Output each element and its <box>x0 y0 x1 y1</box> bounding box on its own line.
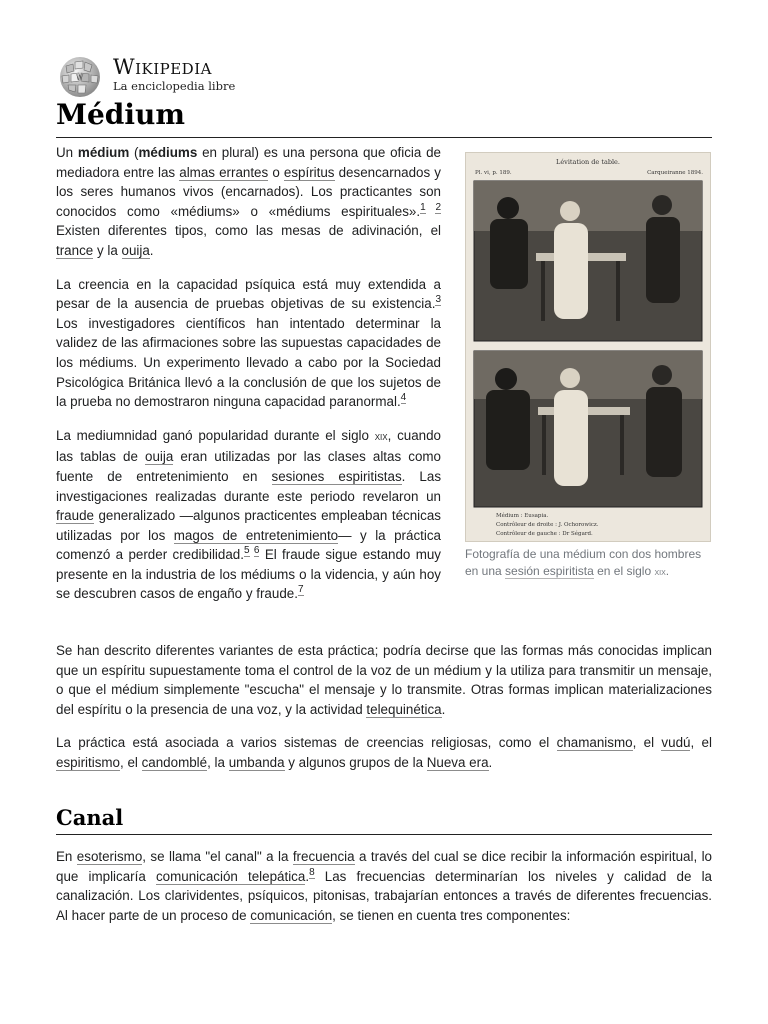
text: ( <box>129 145 139 160</box>
plate-header-left: Pl. vi, p. 189. <box>475 170 512 176</box>
text: , se llama "el canal" a la <box>142 849 293 864</box>
link-fraude[interactable]: fraude <box>56 508 94 524</box>
text: , el <box>632 735 662 751</box>
text: Se han descrito diferentes variantes de esta práctica; podría decirse que las formas más conocidas implican que un espíritu supuestamente toma el control de la voz de un médium y la utiliza para transmitir un mensaje, o que el médium simplemente "escucha" el mensaje y lo transmite. Otras formas implican materializaciones del espíritu o la presencia de una voz, y la actividad <box>56 643 712 717</box>
section-heading-canal: Canal <box>56 802 712 835</box>
bold-term: médiums <box>138 145 198 160</box>
seance-photo-plate <box>466 153 710 541</box>
text: desencarnados y los seres humanos vivos (encarnados). Los practicantes son conocidos como «médiums» o «médiums espirituales». <box>56 164 441 219</box>
link-telequinetica[interactable]: telequinética <box>366 701 442 717</box>
text: . <box>488 754 493 770</box>
wikipedia-wordmark: Wikipedia <box>113 55 212 79</box>
text: . <box>149 242 154 258</box>
text: a través del cual se dice recibir la información espiritual, lo que implicaría <box>56 849 712 884</box>
link-comunicacion[interactable]: comunicación <box>250 907 333 923</box>
text: , el <box>690 735 712 751</box>
wikipedia-globe-icon[interactable] <box>56 54 104 98</box>
link-sesion-espiritista[interactable]: sesión espiritista <box>505 564 594 578</box>
link-espiritus[interactable]: espíritus <box>283 164 335 180</box>
ref-5[interactable]: 5 <box>243 545 250 557</box>
text: Existen diferentes tipos, como las mesas de adivinación, el <box>56 223 441 239</box>
link-magos-de-entretenimiento[interactable]: magos de entretenimiento <box>173 527 339 543</box>
text: Fotografía de una médium con dos hombres en una <box>465 547 702 578</box>
plate-legend-1: Médium : Eusapia. <box>496 513 549 519</box>
text: . <box>441 701 446 717</box>
site-header[interactable] <box>56 52 356 96</box>
text: La mediumnidad ganó popularidad durante el siglo <box>56 427 375 443</box>
ref-1[interactable]: 1 <box>420 201 426 213</box>
link-espiritismo[interactable]: espiritismo <box>56 754 120 770</box>
link-sesiones-espiritistas[interactable]: sesiones espiritistas <box>271 468 402 484</box>
link-umbanda[interactable]: umbanda <box>228 754 285 770</box>
text: La práctica está asociada a varios sistemas de creencias religiosas, como el <box>56 735 557 751</box>
text: y la <box>93 242 122 258</box>
text: En <box>56 849 77 864</box>
link-comunicacion-telepatica[interactable]: comunicación telepática <box>155 868 306 884</box>
text: , cuando las tablas de <box>56 427 441 465</box>
paragraph-2 <box>56 275 441 412</box>
ref-7[interactable]: 7 <box>297 584 304 596</box>
text: Los investigadores científicos han intentado determinar la validez de las afirmaciones sobre las supuestas capacidades de los médiums. Un experimento llevado a cabo por la Sociedad Psicológica Británica llevó a la conclusión de que los sujetos de la prueba no demostraron ninguna capacidad paranormal. <box>56 315 441 410</box>
paragraph-5 <box>56 733 712 772</box>
century-numeral: xix <box>374 430 388 443</box>
text: y algunos grupos de la <box>284 754 427 770</box>
section-canal <box>56 802 712 939</box>
text: , el <box>120 754 142 770</box>
paragraph-4 <box>56 641 712 719</box>
link-vudu[interactable]: vudú <box>661 735 691 751</box>
paragraph-3 <box>56 426 441 604</box>
plate-legend-2: Contrôleur de droite : J. Ochorowicz. <box>496 522 599 528</box>
body-continued <box>56 641 712 787</box>
figure-caption <box>465 546 711 581</box>
link-nueva-era[interactable]: Nueva era <box>426 754 489 770</box>
ref-6[interactable]: 6 <box>253 545 260 557</box>
paragraph-1 <box>56 143 441 261</box>
plate-header-right: Carqueiranne 1894. <box>647 170 703 176</box>
page-title: Médium <box>56 95 712 138</box>
seance-photo[interactable] <box>465 152 711 542</box>
paragraph-canal-1 <box>56 847 712 925</box>
text: o <box>268 164 284 180</box>
link-trance[interactable]: trance <box>56 242 94 258</box>
svg-text:W: W <box>76 74 84 82</box>
link-frecuencia[interactable]: frecuencia <box>292 849 355 864</box>
text: Un <box>56 145 78 160</box>
link-ouija-2[interactable]: ouija <box>145 449 174 465</box>
text: , la <box>207 754 229 770</box>
lead-column <box>56 143 441 618</box>
ref-2[interactable]: 2 <box>435 201 441 213</box>
text: , se tienen en cuenta tres componentes: <box>332 907 571 923</box>
text: La creencia en la capacidad psíquica está muy extendida a pesar de la ausencia de pruebas objetivas de su existencia. <box>56 276 441 312</box>
link-candomble[interactable]: candomblé <box>141 754 208 770</box>
link-almas-errantes[interactable]: almas errantes <box>179 164 269 180</box>
text: Las frecuencias determinarían los niveles y calidad de la canalización. Los clarividentes, psíquicos, pitonisas, trabajarían entonces a través de diferentes frecuencias. Al hacer parte de un proceso de <box>56 868 712 923</box>
text: El fraude sigue estando muy presente en la industria de los médiums o la videncia, y aún hoy se descubren casos de engaño y fraude. <box>56 547 441 602</box>
ref-4[interactable]: 4 <box>400 392 407 404</box>
plate-legend-3: Contrôleur de gauche : Dr Ségard. <box>496 531 593 537</box>
text: eran utilizadas por las clases altas como fuente de entretenimiento en <box>56 449 442 484</box>
site-tagline: La enciclopedia libre <box>113 79 236 93</box>
text: . Las investigaciones realizadas durante este periodo revelaron un <box>56 468 442 504</box>
text: generalizado —algunos practicentes empleaban técnicas utilizadas por los <box>56 508 441 543</box>
text: . <box>305 868 310 884</box>
text: en el siglo <box>593 564 655 578</box>
text: . <box>665 564 670 578</box>
plate-header-center: Lévitation de table. <box>556 158 620 166</box>
ref-3[interactable]: 3 <box>435 294 441 306</box>
link-esoterismo[interactable]: esoterismo <box>76 849 143 864</box>
link-chamanismo[interactable]: chamanismo <box>556 735 633 751</box>
bold-term: médium <box>77 145 130 160</box>
text: en plural) es una persona que oficia de mediadora entre las <box>56 145 441 180</box>
ref-8[interactable]: 8 <box>309 866 315 878</box>
thumbnail-figure <box>465 152 711 581</box>
century-numeral: xix <box>654 567 666 578</box>
link-ouija[interactable]: ouija <box>121 242 150 258</box>
text: — y la práctica comenzó a perder credibilidad. <box>56 527 441 563</box>
